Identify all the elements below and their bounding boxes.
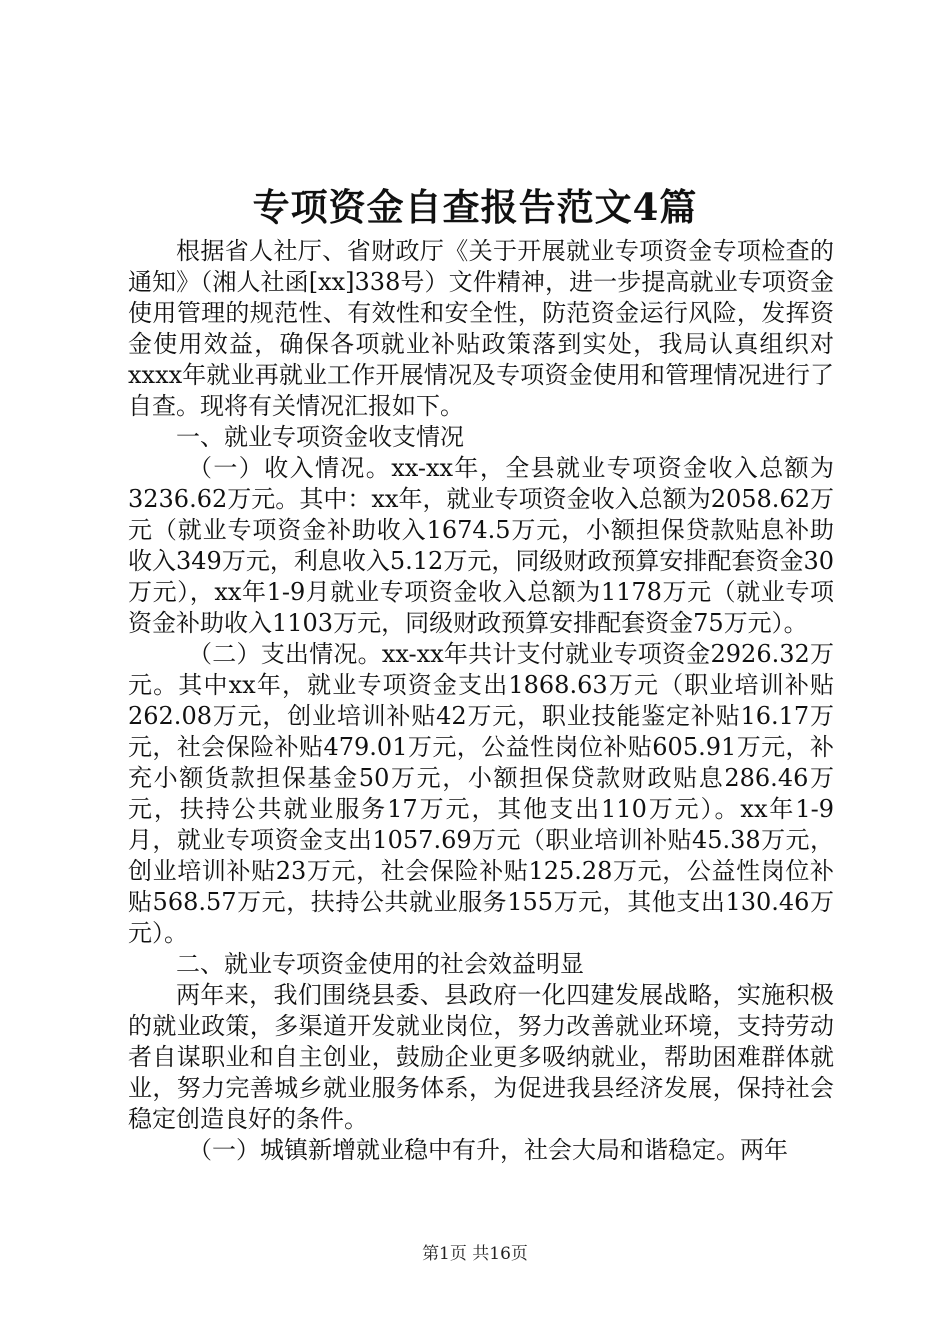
page-number: 第1页 共16页 bbox=[422, 1244, 528, 1264]
document-body bbox=[128, 236, 834, 1166]
expenditure-paragraph: （二）支出情况。xx-xx年共计支付就业专项资金2926.32万元。其中xx年，就业专项资金支出1868.63万元（职业培训补贴262.08万元，创业培训补贴42万元，职业技能鉴定补贴16.17万元，社会保险补贴479.01万元，公益性岗位补贴605.91万元，补充小额货款担保基金50万元，小额担保贷款财政贴息286.46万元，扶持公共就业服务17万元，其他支出110万元）。xx年1-9月，就业专项资金支出1057.69万元（职业培训补贴45.38万元，创业培训补贴23万元，社会保险补贴125.28万元，公益性岗位补贴568.57万元，扶持公共就业服务155万元，其他支出130.46万元）。 bbox=[128, 640, 834, 947]
benefit-paragraph: 两年来，我们围绕县委、县政府一化四建发展战略，实施积极的就业政策，多渠道开发就业岗位，努力改善就业环境，支持劳动者自谋职业和自主创业，鼓励企业更多吸纳就业，帮助困难群体就业，努力完善城乡就业服务体系，为促进我县经济发展，保持社会稳定创造良好的条件。 bbox=[128, 981, 834, 1133]
section-heading-2: 二、就业专项资金使用的社会效益明显 bbox=[176, 950, 584, 978]
page-title: 专项资金自查报告范文4篇 bbox=[252, 185, 698, 229]
section-heading-1: 一、就业专项资金收支情况 bbox=[176, 423, 464, 451]
income-paragraph: （一）收入情况。xx-xx年，全县就业专项资金收入总额为3236.62万元。其中：xx年，就业专项资金收入总额为2058.62万元（就业专项资金补助收入1674.5万元，小额担保贷款贴息补助收入349万元，利息收入5.12万元，同级财政预算安排配套资金30万元），xx年1-9月就业专项资金收入总额为1178万元（就业专项资金补助收入1103万元，同级财政预算安排配套资金75万元）。 bbox=[128, 454, 834, 637]
employment-paragraph: （一）城镇新增就业稳中有升，社会大局和谐稳定。两年 bbox=[188, 1136, 788, 1164]
intro-paragraph: 根据省人社厅、省财政厅《关于开展就业专项资金专项检查的通知》（湘人社函[xx]338号）文件精神，进一步提高就业专项资金使用管理的规范性、有效性和安全性，防范资金运行风险，发挥资金使用效益，确保各项就业补贴政策落到实处，我局认真组织对xxxx年就业再就业工作开展情况及专项资金使用和管理情况进行了自查。现将有关情况汇报如下。 bbox=[128, 237, 834, 420]
